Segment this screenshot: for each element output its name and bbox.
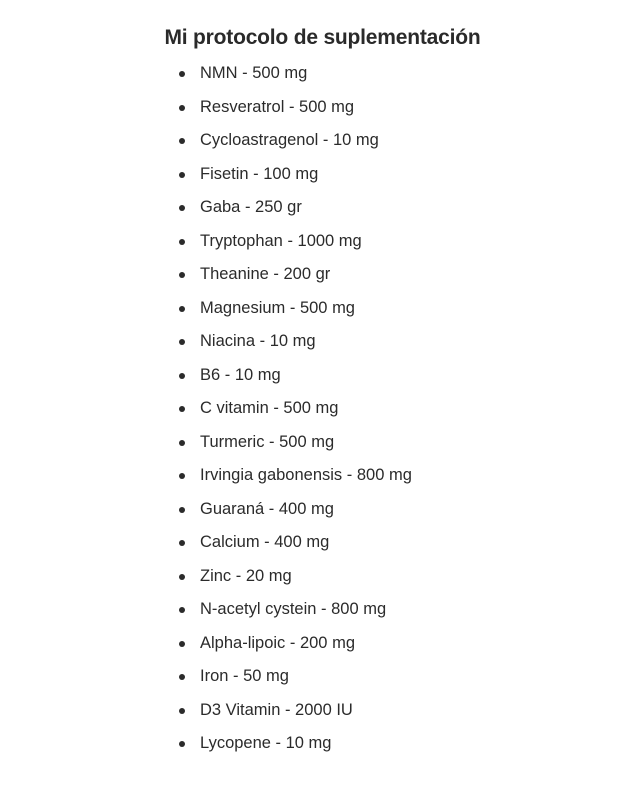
bullet-icon: [179, 473, 185, 479]
list-item-text: Niacina - 10 mg: [200, 332, 316, 350]
bullet-icon: [179, 507, 185, 513]
list-item-text: Cycloastragenol - 10 mg: [200, 131, 379, 149]
list-item: [170, 694, 412, 728]
bullet-icon: [179, 540, 185, 546]
list-item-text: Alpha-lipoic - 200 mg: [200, 633, 355, 652]
list-item: [170, 459, 412, 493]
list-item-text: N-acetyl cystein - 800 mg: [200, 600, 387, 618]
list-item: [170, 593, 412, 627]
list-item: [170, 627, 412, 661]
list-item: [170, 124, 412, 158]
list-item-text: Resveratrol - 500 mg: [200, 97, 355, 116]
list-item-text: Turmeric - 500 mg: [200, 432, 335, 451]
bullet-icon: [179, 306, 185, 312]
list-item-text: C vitamin - 500 mg: [200, 399, 339, 417]
list-item-text: Guaraná - 400 mg: [200, 499, 334, 518]
bullet-icon: [179, 440, 185, 446]
bullet-icon: [179, 105, 185, 111]
list-item-text: Lycopene - 10 mg: [200, 734, 332, 752]
page-title: Mi protocolo de suplementación: [164, 26, 481, 49]
list-item: [170, 191, 412, 225]
list-item: [170, 493, 412, 527]
list-item-text: Fisetin - 100 mg: [200, 164, 319, 183]
bullet-icon: [179, 641, 185, 647]
supplement-list: [170, 57, 412, 761]
list-item: [170, 392, 412, 426]
list-item-text: Tryptophan - 1000 mg: [200, 231, 362, 250]
bullet-icon: [179, 272, 185, 278]
list-item: [170, 727, 412, 761]
list-item: [170, 292, 412, 326]
list-item: [170, 258, 412, 292]
bullet-icon: [179, 741, 185, 747]
list-item: [170, 526, 412, 560]
list-item: [170, 359, 412, 393]
bullet-icon: [179, 607, 185, 613]
bullet-icon: [179, 339, 185, 345]
bullet-icon: [179, 71, 185, 77]
list-item-text: Zinc - 20 mg: [200, 566, 292, 585]
bullet-icon: [179, 674, 185, 680]
list-item: [170, 426, 412, 460]
bullet-icon: [179, 574, 185, 580]
bullet-icon: [179, 138, 185, 144]
list-item-text: Irvingia gabonensis - 800 mg: [200, 466, 412, 484]
bullet-icon: [179, 373, 185, 379]
list-item-text: Iron - 50 mg: [200, 667, 289, 685]
bullet-icon: [179, 172, 185, 178]
bullet-icon: [179, 708, 185, 714]
list-item: [170, 57, 412, 91]
list-item: [170, 325, 412, 359]
list-item-text: Calcium - 400 mg: [200, 533, 330, 551]
list-item-text: Magnesium - 500 mg: [200, 298, 355, 317]
list-item-text: B6 - 10 mg: [200, 365, 281, 384]
list-item: [170, 91, 412, 125]
bullet-icon: [179, 239, 185, 245]
bullet-icon: [179, 406, 185, 412]
list-item: [170, 560, 412, 594]
list-item-text: Gaba - 250 gr: [200, 198, 302, 216]
list-item-text: NMN - 500 mg: [200, 64, 308, 82]
list-item-text: D3 Vitamin - 2000 IU: [200, 700, 353, 719]
list-item: [170, 660, 412, 694]
list-item: [170, 225, 412, 259]
list-item-text: Theanine - 200 gr: [200, 265, 331, 283]
bullet-icon: [179, 205, 185, 211]
list-item: [170, 158, 412, 192]
